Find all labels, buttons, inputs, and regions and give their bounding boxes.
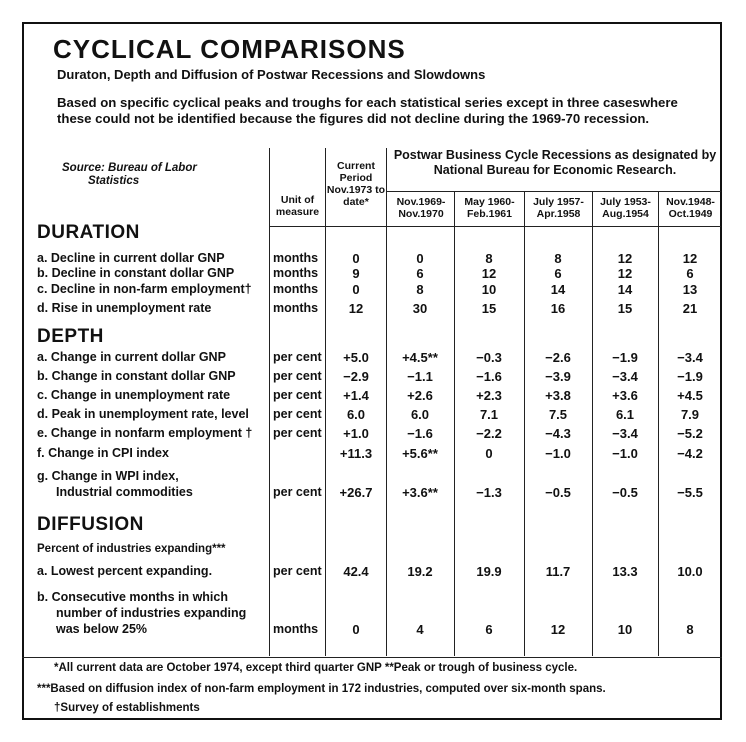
table-cell: −5.2 — [677, 426, 703, 441]
table-cell: −3.4 — [612, 426, 638, 441]
table-cell: +4.5 — [677, 388, 703, 403]
table-cell: 6 — [554, 266, 562, 281]
table-cell: −2.2 — [476, 426, 502, 441]
row-unit: months — [273, 282, 319, 296]
table-cell: 7.1 — [479, 407, 499, 422]
table-cell: 19.9 — [476, 564, 502, 579]
row-label: b. Consecutive months in which — [37, 590, 228, 604]
footnote-1: *All current data are October 1974, except third quarter GNP **Peak or trough of business cycle. — [54, 662, 578, 674]
table-cell: −1.0 — [612, 446, 638, 461]
row-label: a. Change in current dollar GNP — [37, 350, 226, 364]
table-cell: −1.6 — [476, 369, 502, 384]
header-unit: Unit of measure — [275, 194, 320, 218]
section-depth: DEPTH — [37, 326, 104, 347]
table-cell: −0.5 — [612, 485, 638, 500]
table-cell: 13.3 — [612, 564, 638, 579]
row-unit: months — [273, 301, 319, 315]
table-cell: −1.9 — [677, 369, 703, 384]
header-period-5: Nov.1948-Oct.1949 — [666, 196, 715, 220]
row-unit: per cent — [273, 350, 322, 364]
row-label: d. Rise in unemployment rate — [37, 301, 212, 315]
table-cell: −1.3 — [476, 485, 502, 500]
column-divider — [269, 148, 270, 656]
row-label: g. Change in WPI index, — [37, 469, 179, 483]
table-cell: +11.3 — [339, 446, 373, 461]
row-unit: per cent — [273, 388, 322, 402]
header-period-2: May 1960-Feb.1961 — [464, 196, 515, 220]
diffusion-intro: Percent of industries expanding*** — [37, 543, 226, 555]
page-title: CYCLICAL COMPARISONS — [53, 34, 406, 64]
table-cell: +2.6 — [407, 388, 433, 403]
table-cell: −1.0 — [545, 446, 571, 461]
source-line-2: Statistics — [88, 175, 140, 187]
table-cell: 0 — [485, 446, 493, 461]
table-cell: 0 — [352, 251, 360, 266]
table-cell: 12 — [550, 622, 566, 637]
table-cell: 10 — [481, 282, 497, 297]
row-label: b. Decline in constant dollar GNP — [37, 266, 235, 280]
table-cell: −0.5 — [545, 485, 571, 500]
row-label: d. Peak in unemployment rate, level — [37, 407, 249, 421]
page-subtitle: Duraton, Depth and Diffusion of Postwar Recessions and Slowdowns — [57, 67, 486, 82]
source-note — [62, 162, 197, 188]
table-cell: −5.5 — [677, 485, 703, 500]
header-business-cycle: Postwar Business Cycle Recessions as designated by National Bureau for Economic Research. — [393, 148, 717, 177]
table-cell: −1.1 — [407, 369, 433, 384]
table-cell: −4.2 — [677, 446, 703, 461]
table-cell: 12 — [617, 251, 633, 266]
table-cell: −3.4 — [677, 350, 703, 365]
row-unit: per cent — [273, 369, 322, 383]
header-current-period: Current Period Nov.1973 to date* — [326, 160, 386, 208]
row-unit: per cent — [273, 426, 322, 440]
row-unit: months — [273, 622, 319, 636]
row-label: c. Change in unemployment rate — [37, 388, 231, 402]
table-cell: −1.9 — [612, 350, 638, 365]
table-cell: 30 — [412, 301, 428, 316]
row-label: c. Decline in non-farm employment† — [37, 282, 252, 296]
header-period-1: Nov.1969-Nov.1970 — [396, 196, 446, 220]
table-cell: −3.9 — [545, 369, 571, 384]
table-cell: +1.4 — [343, 388, 369, 403]
footnote-3: †Survey of establishments — [54, 702, 200, 714]
table-cell: 11.7 — [545, 564, 571, 579]
table-cell: 14 — [617, 282, 633, 297]
row-label-continued: was below 25% — [56, 622, 148, 636]
table-cell: 15 — [617, 301, 633, 316]
row-label: f. Change in CPI index — [37, 446, 169, 460]
table-cell: +5.0 — [343, 350, 369, 365]
table-cell: 6.1 — [615, 407, 635, 422]
intro-paragraph: Based on specific cyclical peaks and troughs for each statistical series except in three caseswhere these could not be identified because the figures did not decline during the 1969-70 recession. — [57, 95, 678, 126]
footnote-2: ***Based on diffusion index of non-farm employment in 172 industries, computed over six-month spans. — [37, 683, 606, 695]
table-cell: +26.7 — [339, 485, 373, 500]
row-label-continued: number of industries expanding — [56, 606, 247, 620]
table-cell: −1.6 — [407, 426, 433, 441]
section-duration: DURATION — [37, 222, 140, 243]
table-cell: −2.9 — [343, 369, 369, 384]
header-rule — [387, 191, 721, 192]
row-label: b. Change in constant dollar GNP — [37, 369, 236, 383]
table-cell: 6 — [485, 622, 493, 637]
header-period-3: July 1957-Apr.1958 — [533, 196, 584, 220]
row-label: e. Change in nonfarm employment † — [37, 426, 253, 440]
table-cell: 6.0 — [410, 407, 430, 422]
table-cell: 15 — [481, 301, 497, 316]
row-label-continued: Industrial commodities — [56, 485, 193, 499]
table-cell: 16 — [550, 301, 566, 316]
table-cell: 6 — [416, 266, 424, 281]
header-rule — [270, 226, 721, 227]
table-cell: 7.5 — [548, 407, 568, 422]
table-cell: +5.6** — [402, 446, 438, 461]
column-divider — [325, 148, 326, 656]
section-diffusion: DIFFUSION — [37, 514, 144, 535]
table-cell: 13 — [682, 282, 698, 297]
table-cell: 4 — [416, 622, 424, 637]
row-unit: per cent — [273, 407, 322, 421]
table-cell: +3.6** — [402, 485, 438, 500]
table-cell: 8 — [554, 251, 562, 266]
table-cell: 0 — [352, 282, 360, 297]
table-cell: −4.3 — [545, 426, 571, 441]
table-cell: +2.3 — [476, 388, 502, 403]
table-cell: 8 — [416, 282, 424, 297]
table-cell: 0 — [352, 622, 360, 637]
header-period-4: July 1953-Aug.1954 — [600, 196, 651, 220]
table-cell: +4.5** — [402, 350, 438, 365]
row-label: a. Lowest percent expanding. — [37, 564, 213, 578]
table-cell: 12 — [617, 266, 633, 281]
table-cell: 21 — [682, 301, 698, 316]
table-cell: +1.0 — [343, 426, 369, 441]
source-line-1: Source: Bureau of Labor — [62, 162, 197, 174]
table-cell: 19.2 — [407, 564, 433, 579]
table-cell: 6 — [686, 266, 694, 281]
table-cell: 8 — [485, 251, 493, 266]
table-cell: 6.0 — [346, 407, 366, 422]
row-unit: months — [273, 251, 319, 265]
row-unit: per cent — [273, 485, 322, 499]
row-label: a. Decline in current dollar GNP — [37, 251, 225, 265]
table-cell: −2.6 — [545, 350, 571, 365]
table-bottom-rule — [22, 657, 722, 658]
table-cell: 9 — [352, 266, 360, 281]
table-cell: −3.4 — [612, 369, 638, 384]
table-cell: 42.4 — [343, 564, 369, 579]
row-unit: per cent — [273, 564, 322, 578]
table-cell: +3.6 — [612, 388, 638, 403]
table-cell: 12 — [481, 266, 497, 281]
table-cell: 12 — [682, 251, 698, 266]
column-divider — [658, 192, 659, 656]
table-cell: −0.3 — [476, 350, 502, 365]
row-unit: months — [273, 266, 319, 280]
table-cell: 10 — [617, 622, 633, 637]
table-cell: 12 — [348, 301, 364, 316]
table-cell: +3.8 — [545, 388, 571, 403]
table-cell: 10.0 — [677, 564, 703, 579]
table-cell: 8 — [686, 622, 694, 637]
table-cell: 7.9 — [680, 407, 700, 422]
table-cell: 0 — [416, 251, 424, 266]
table-cell: 14 — [550, 282, 566, 297]
